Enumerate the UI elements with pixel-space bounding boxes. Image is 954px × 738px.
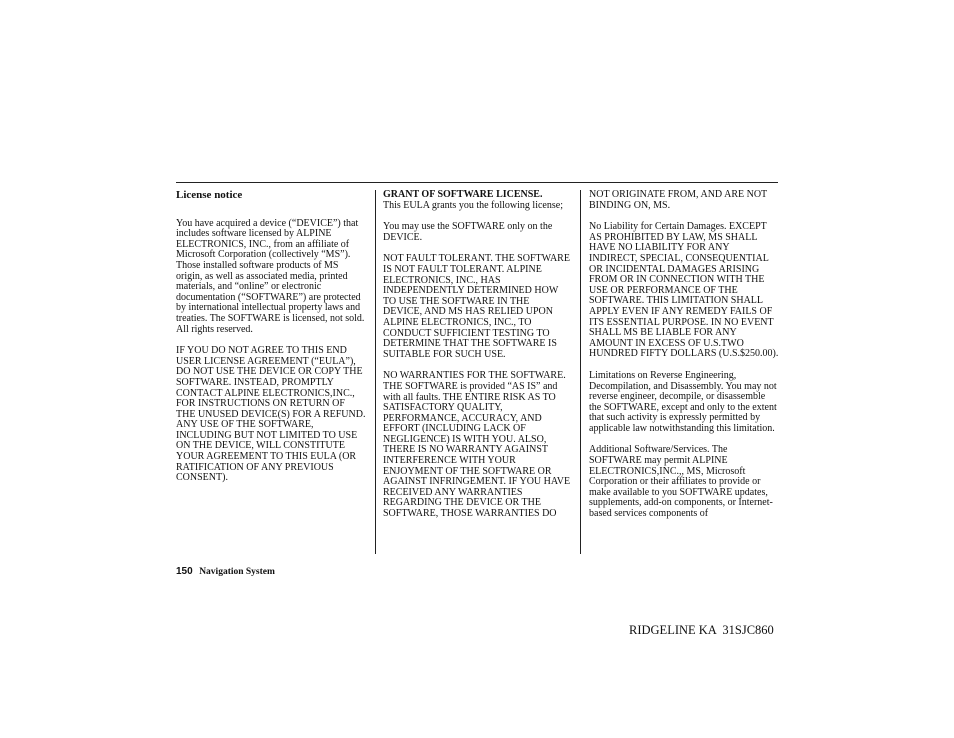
document-code: RIDGELINE KA 31SJC860 [629,623,774,637]
paragraph: You may use the SOFTWARE only on the DEVICE. [383,221,553,243]
column-3 [589,190,779,531]
paragraph: No Liability for Certain Damages. EXCEPT AS PROHIBITED BY LAW, MS SHALL HAVE NO LIABILITY FOR ANY INDIRECT, SPECIAL, CONSEQUENTIAL OR INCIDENTAL DAMAGES ARISING FROM OR IN CONNECTION WITH THE USE OR PERFORMANCE OF THE SOFTWARE. THIS LIMITATION SHALL APPLY EVEN IF ANY REMEDY FAILS OF ITS ESSENTIAL PURPOSE. IN NO EVENT SHALL MS BE LIABLE FOR ANY AMOUNT IN EXCESS OF U.S.TWO HUNDRED FIFTY DOLLARS (U.S.$250.00). [589,221,779,360]
column-1 [176,190,366,495]
column-divider-2 [580,190,581,554]
page-number: 150 [176,566,193,577]
paragraph: NOT FAULT TOLERANT. THE SOFTWARE IS NOT FAULT TOLERANT. ALPINE ELECTRONICS, INC., HAS INDEPENDENTLY DETERMINED HOW TO USE THE SOFTWARE IN THE DEVICE, AND MS HAS RELIED UPON ALPINE ELECTRONICS, INC., TO CONDUCT SUFFICIENT TESTING TO DETERMINE THAT THE SOFTWARE IS SUITABLE FOR SUCH USE. [383,253,570,360]
page-footer [176,566,275,577]
column-2 [383,190,571,531]
section-heading: License notice [176,189,243,201]
top-rule [176,182,778,183]
paragraph: NOT ORIGINATE FROM, AND ARE NOT BINDING ON, MS. [589,189,767,211]
column-divider-1 [375,190,376,554]
grant-paragraph [383,190,571,211]
grant-text: This EULA grants you the following license; [383,199,563,211]
paragraph: IF YOU DO NOT AGREE TO THIS END USER LICENSE AGREEMENT (“EULA”), DO NOT USE THE DEVICE OR COPY THE SOFTWARE. INSTEAD, PROMPTLY CONTACT ALPINE ELECTRONICS,INC., FOR INSTRUCTIONS ON RETURN OF THE UNUSED DEVICE(S) FOR A REFUND. ANY USE OF THE SOFTWARE, INCLUDING BUT NOT LIMITED TO USE ON THE DEVICE, WILL CONSTITUTE YOUR AGREEMENT TO THIS EULA (OR RATIFICATION OF ANY PREVIOUS CONSENT). [176,345,366,484]
paragraph: Limitations on Reverse Engineering, Decompilation, and Disassembly. You may not reverse engineer, decompile, or disassemble the SOFTWARE, except and only to the extent that such activity is expressly permitted by applicable law notwithstanding this limitation. [589,369,777,434]
paragraph: Additional Software/Services. The SOFTWARE may permit ALPINE ELECTRONICS,INC.,, MS, Microsoft Corporation or their affiliates to provide or make available to you SOFTWARE updates, supplements, add-on components, or Internet-based services components of [589,444,773,520]
paragraph: NO WARRANTIES FOR THE SOFTWARE. THE SOFTWARE is provided “AS IS” and with all faults. THE ENTIRE RISK AS TO SATISFACTORY QUALITY, PERFORMANCE, ACCURACY, AND EFFORT (INCLUDING LACK OF NEGLIGENCE) IS WITH YOU. ALSO, THERE IS NO WARRANTY AGAINST INTERFERENCE WITH YOUR ENJOYMENT OF THE SOFTWARE OR AGAINST INFRINGEMENT. IF YOU HAVE RECEIVED ANY WARRANTIES REGARDING THE DEVICE OR THE SOFTWARE, THOSE WARRANTIES DO [383,370,571,520]
section-name: Navigation System [199,567,275,577]
paragraph: You have acquired a device (“DEVICE”) that includes software licensed by ALPINE ELECTRONICS, INC., from an affiliate of Microsoft Corporation (collectively “MS”). Those installed software products of MS origin, as well as associated media, printed materials, and “online” or electronic documentation (“SOFTWARE”) are protected by international intellectual property laws and treaties. The SOFTWARE is licensed, not sold. All rights reserved. [176,217,365,335]
grant-title: GRANT OF SOFTWARE LICENSE. [383,189,543,200]
